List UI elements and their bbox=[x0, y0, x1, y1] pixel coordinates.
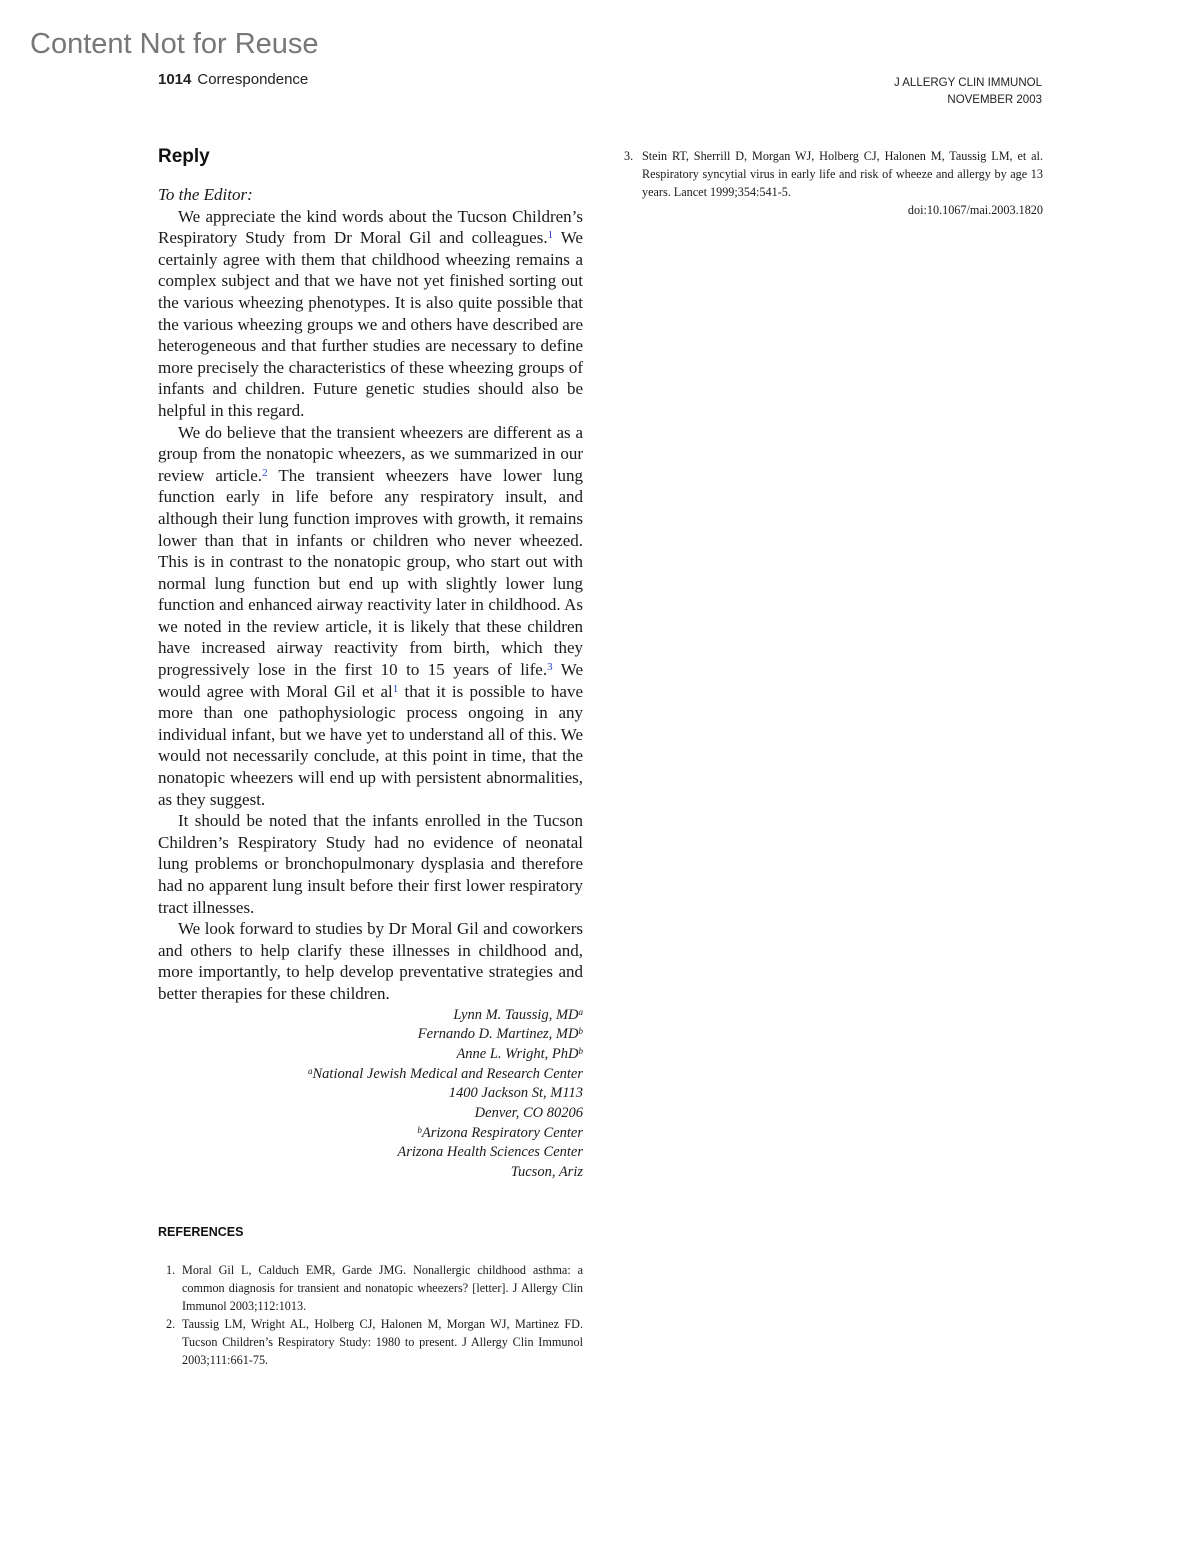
issue-date: NOVEMBER 2003 bbox=[947, 94, 1042, 106]
paragraph-3: It should be noted that the infants enrolled in the Tucson Children’s Respiratory Study had no evidence of neonatal lung problems or bronchopulmonary dysplasia and therefore had no apparent lung insult before their first lower respiratory tract illnesses. bbox=[158, 811, 583, 917]
article-body bbox=[158, 206, 583, 1005]
author-2: Fernando D. Martinez, $MD^b$ bbox=[417, 1026, 583, 1043]
affiliation-b: $^b$Arizona Respiratory Center bbox=[417, 1124, 583, 1141]
running-header-right bbox=[894, 75, 1042, 109]
references-heading: REFERENCES bbox=[158, 1224, 244, 1239]
reference-list-continued bbox=[622, 147, 1043, 201]
right-column bbox=[622, 147, 1043, 219]
author-1: Lynn M. Taussig, $MD^a$ bbox=[453, 1006, 583, 1023]
running-header-left bbox=[158, 71, 308, 88]
affiliation-a-city: Denver, CO 80206 bbox=[474, 1105, 583, 1122]
reference-item: 2. Taussig LM, Wright AL, Holberg CJ, Halonen M, Morgan WJ, Martinez FD. Tucson Children’s Respiratory Study: 1980 to present. J Allergy Clin Immunol 2003;111:661-75. bbox=[166, 1316, 583, 1367]
citation-link[interactable]: 2 bbox=[262, 466, 268, 479]
journal-name: J ALLERGY CLIN IMMUNOL bbox=[893, 77, 1042, 89]
paragraph-1: We appreciate the kind words about the Tucson Children’s Respiratory Study from Dr Moral Gil and colleagues.$^1$ We certainly agree with them that childhood wheezing remains a complex subject and that we have not yet finished sorting out the various wheezing phenotypes. It is also quite possible that the various wheezing groups we and others have described are heterogeneous and that further studies are necessary to define more precisely the characteristics of these wheezing groups of infants and children. Future genetic studies should also be helpful in this regard. bbox=[158, 206, 583, 420]
article-title: Reply bbox=[158, 146, 210, 167]
section-name: Correspondence bbox=[197, 71, 309, 88]
affiliation-a: $^a$National Jewish Medical and Research Center bbox=[308, 1065, 583, 1082]
reference-item: 1. Moral Gil L, Calduch EMR, Garde JMG. Nonallergic childhood asthma: a common diagnosis for transient and nonatopic wheezers? [letter]. J Allergy Clin Immunol 2003;112:1013. bbox=[166, 1262, 583, 1313]
paragraph-4: We look forward to studies by Dr Moral Gil and coworkers and others to help clarify these illnesses in childhood and, more importantly, to help develop preventative strategies and better therapies for these children. bbox=[158, 919, 583, 1003]
citation-link[interactable]: 1 bbox=[547, 229, 554, 242]
citation-link[interactable]: 1 bbox=[392, 682, 399, 695]
salutation: To the Editor: bbox=[158, 185, 253, 204]
affiliation-b-city: Tucson, Ariz bbox=[510, 1164, 583, 1181]
left-column bbox=[158, 146, 583, 1369]
citation-link[interactable]: 3 bbox=[547, 661, 553, 674]
reference-list bbox=[158, 1261, 583, 1369]
author-3: Anne L. Wright, PhD$^b$ bbox=[456, 1045, 583, 1062]
signature-block bbox=[158, 1006, 583, 1183]
doi-link[interactable]: doi:10.1067/mai.2003.1820 bbox=[907, 203, 1043, 217]
paragraph-2: We do believe that the transient wheezers are different as a group from the nonatopic wheezers, as we summarized in our review article.$^2$ The transient wheezers have lower lung function early in life before any respiratory insult, and although their lung function improves with growth, it remains lower than that in infants or children who never wheezed. This is in contrast to the nonatopic group, who start out with normal lung function but end up with slightly lower lung function and enhanced airway reactivity later in childhood. As we noted in the review article, it is likely that these children have increased airway reactivity from birth, which they progressively lose in the first 10 to 15 years of life.$^3$ We would agree with Moral Gil et al$^1$ that it is possible to have more than one pathophysiologic process ongoing in any individual infant, but we have yet to understand all of this. We would not necessarily conclude, at this point in time, that the nonatopic wheezers will end up with persistent abnormalities, as they suggest. bbox=[158, 422, 584, 809]
reference-item: 3. Stein RT, Sherrill D, Morgan WJ, Holberg CJ, Halonen M, Taussig LM, et al. Respiratory syncytial virus in early life and risk of wheeze and allergy by age 13 years. Lancet 1999;354:541-5. bbox=[624, 149, 1043, 199]
watermark: Content Not for Reuse bbox=[30, 28, 319, 60]
affiliation-b-center: Arizona Health Sciences Center bbox=[397, 1144, 583, 1161]
page-number: 1014 bbox=[158, 71, 192, 88]
affiliation-a-address: 1400 Jackson St, M113 bbox=[448, 1085, 583, 1102]
